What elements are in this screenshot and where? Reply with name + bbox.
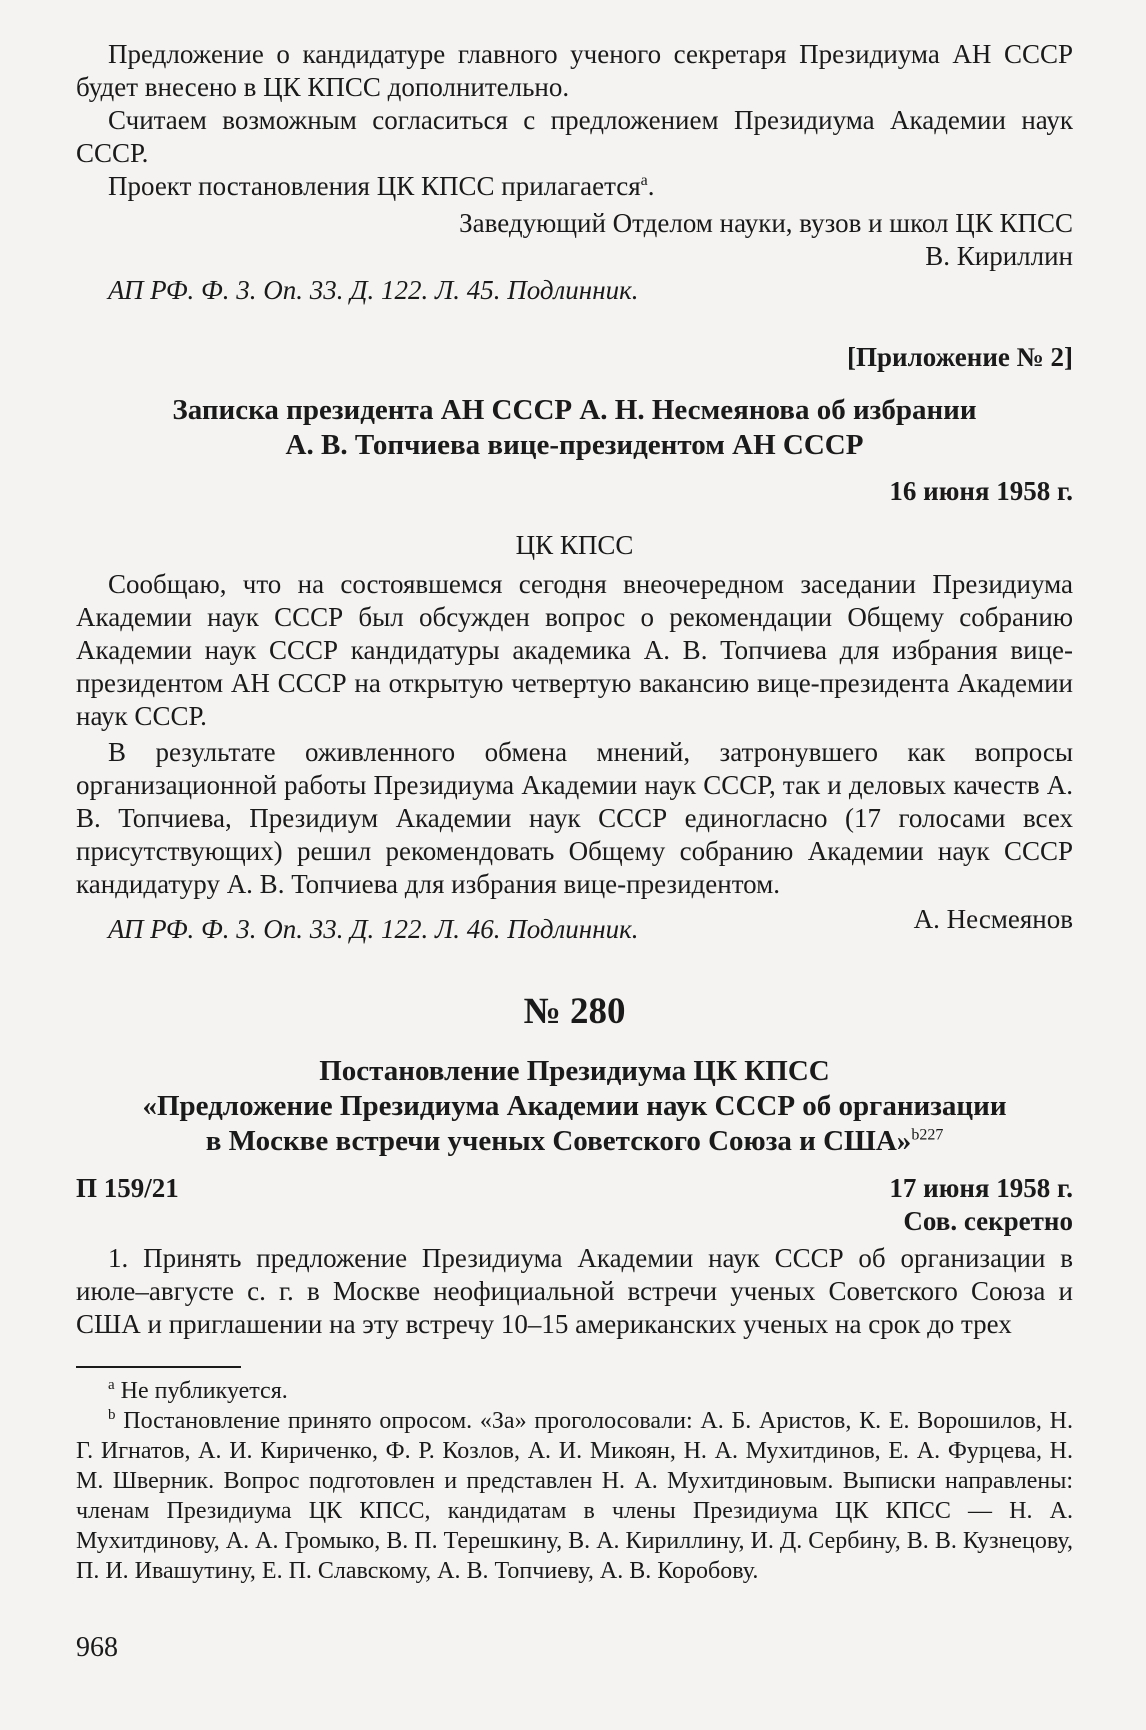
document-title-line: «Предложение Президиума Академии наук СССР об организации xyxy=(142,1090,1007,1122)
appendix-title-line: Записка президента АН СССР А. Н. Несмеянова об избрании xyxy=(172,394,977,426)
paragraph: 1. Принять предложение Президиума Академии наук СССР об организации в июле–августе с. г. в Москве неофициальной встречи ученых Советского Союза и США и приглашении на эту встречу 10–15 американских ученых на срок до трех xyxy=(76,1243,1073,1339)
protocol-row xyxy=(76,1172,1073,1205)
archive-reference: АП РФ. Ф. 3. Оп. 33. Д. 122. Л. 45. Подлинник. xyxy=(108,275,639,305)
paragraph: В результате оживленного обмена мнений, затронувшего как вопросы организационной работы Президиума Академии наук СССР, так и деловых качеств А. В. Топчиева, Президиум Академии наук СССР единогласно (17 голосами всех присутствующих) решил рекомендовать Общему собранию Академии наук СССР кандидатуру А. В. Топчиева для избрания вице-президентом. xyxy=(76,737,1073,899)
signature: А. Несмеянов xyxy=(913,904,1073,934)
signer-position: Заведующий Отделом науки, вузов и школ ЦК КПСС xyxy=(459,208,1073,238)
footnotes xyxy=(76,1354,1073,1586)
archive-reference: АП РФ. Ф. 3. Оп. 33. Д. 122. Л. 46. Подлинник. xyxy=(108,914,639,944)
classification: Сов. секретно xyxy=(903,1206,1073,1236)
signer-name: В. Кириллин xyxy=(925,241,1073,271)
document-title-line: в Москве встречи ученых Советского Союза и США»$^{b227}$ xyxy=(205,1125,944,1157)
paragraph: Предложение о кандидатуре главного ученого секретаря Президиума АН СССР будет внесено в ЦК КПСС дополнительно. xyxy=(76,39,1073,102)
footnote-mark: а xyxy=(640,172,648,189)
page-number: 968 xyxy=(76,1632,118,1663)
document-title-line: Постановление Президиума ЦК КПСС xyxy=(319,1055,830,1087)
document-number: № 280 xyxy=(523,991,626,1032)
paragraph xyxy=(76,170,1073,203)
paragraph-end: . xyxy=(647,171,655,201)
footnote-mark: b227 xyxy=(911,1126,944,1144)
protocol-number: П 159/21 xyxy=(76,1173,179,1203)
top-block xyxy=(76,38,1073,273)
paragraph: Сообщаю, что на состоявшемся сегодня внеочередном заседании Президиума Академии наук СССР был обсужден вопрос о рекомендации Общему собранию Академии наук СССР кандидатуры академика А. В. Топчиева для избрания вице-президентом АН СССР на открытую четвертую вакансию вице-президента Академии наук СССР. xyxy=(76,569,1073,731)
appendix-title-line: А. В. Топчиева вице-президентом АН СССР xyxy=(285,429,864,461)
appendix-block xyxy=(76,341,1073,936)
paragraph-text: Проект постановления ЦК КПСС прилагается xyxy=(108,171,641,201)
footnote-b: $^b$ Постановление принято опросом. «За» проголосовали: А. Б. Аристов, К. Е. Ворошилов, Н. Г. Игнатов, А. И. Кириченко, Ф. Р. Козлов, А. И. Микоян, Н. А. Мухитдинов, Е. А. Фурцева, Н. М. Шверник. Вопрос подготовлен и представлен Н. А. Мухитдиновым. Выписки направлены: членам Президиума ЦК КПСС, кандидатам в члены Президиума ЦК КПСС — Н. А. Мухитдинову, А. А. Громыко, В. П. Терешкину, В. А. Кириллину, И. Д. Сербину, В. В. Кузнецову, П. И. Ивашутину, Е. П. Славскому, А. В. Топчиеву, А. В. Коробову. xyxy=(76,1407,1073,1584)
paragraph: Считаем возможным согласиться с предложением Президиума Академии наук СССР. xyxy=(76,105,1073,168)
appendix-date: 16 июня 1958 г. xyxy=(889,476,1073,506)
appendix-label: [Приложение № 2] xyxy=(847,342,1073,372)
footnote-divider xyxy=(76,1366,241,1368)
document-date: 17 июня 1958 г. xyxy=(889,1173,1073,1203)
footnote-a: $^a$ Не публикуется. xyxy=(108,1377,288,1404)
addressee: ЦК КПСС xyxy=(515,530,634,560)
document-280 xyxy=(76,991,1073,1341)
